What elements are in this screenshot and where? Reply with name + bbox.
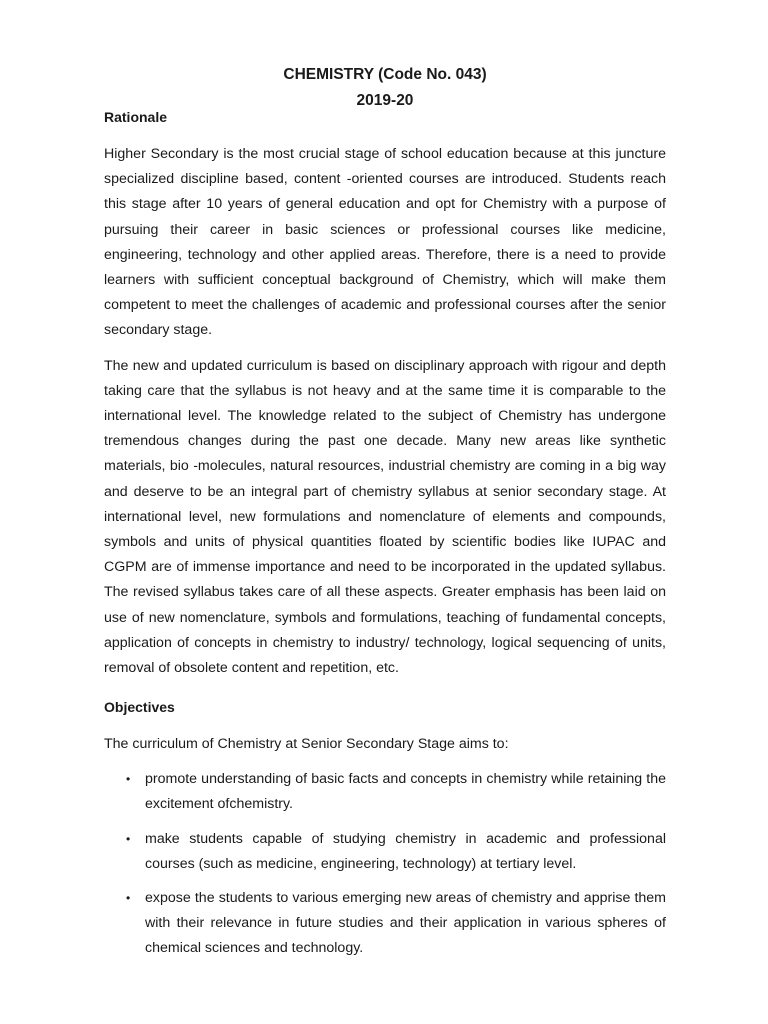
list-item-text: expose the students to various emerging new areas of chemistry and apprise them with their relevance in future studies and their application in various spheres of chemical sciences and technology. — [145, 890, 666, 957]
document-title: CHEMISTRY (Code No. 043) — [283, 66, 487, 83]
section-heading-rationale: Rationale — [104, 109, 168, 125]
bullet-icon: • — [126, 891, 131, 906]
objectives-lead: The curriculum of Chemistry at Senior Secondary Stage aims to: — [104, 736, 509, 753]
bullet-icon: • — [126, 831, 131, 846]
list-item-text: make students capable of studying chemistry in academic and professional courses (such as medicine, engineering, technology) at tertiary level. — [145, 830, 666, 872]
section-heading-objectives: Objectives — [104, 699, 175, 716]
list-item — [104, 827, 666, 877]
rationale-paragraph-1: Higher Secondary is the most crucial stage of school education because at this juncture specialized discipline based, content -oriented courses are introduced. Students reach this stage after 10 years of general education and opt for Chemistry with a purpose of pursuing their career in basic sciences or professional courses like medicine, engineering, technology and other applied areas. Therefore, there is a need to provide learners with sufficient conceptual background of Chemistry, which will make them competent to meet the challenges of academic and professional courses after the senior secondary stage. — [104, 146, 666, 339]
objectives-list — [104, 767, 666, 961]
rationale-paragraph-2: The new and updated curriculum is based on disciplinary approach with rigour and depth taking care that the syllabus is not heavy and at the same time it is comparable to the international level. The knowledge related to the subject of Chemistry has undergone tremendous changes during the past one decade. Many new areas like synthetic materials, bio -molecules, natural resources, industrial chemistry are coming in a big way and deserve to be an integral part of chemistry syllabus at senior secondary stage. At international level, new formulations and nomenclature of elements and compounds, symbols and units of physical quantities floated by scientific bodies like IUPAC and CGPM are of immense importance and need to be incorporated in the updated syllabus. The revised syllabus takes care of all these aspects. Greater emphasis has been laid on use of new nomenclature, symbols and formulations, teaching of fundamental concepts, application of concepts in chemistry to industry/ technology, logical sequencing of units, removal of obsolete content and repetition, etc. — [104, 357, 666, 677]
bullet-icon: • — [126, 772, 131, 787]
document-page — [104, 62, 666, 962]
list-item — [104, 767, 666, 817]
document-year: 2019-20 — [356, 92, 414, 109]
list-item-text: promote understanding of basic facts and concepts in chemistry while retaining the excitement ofchemistry. — [145, 771, 666, 813]
list-item — [104, 886, 666, 962]
